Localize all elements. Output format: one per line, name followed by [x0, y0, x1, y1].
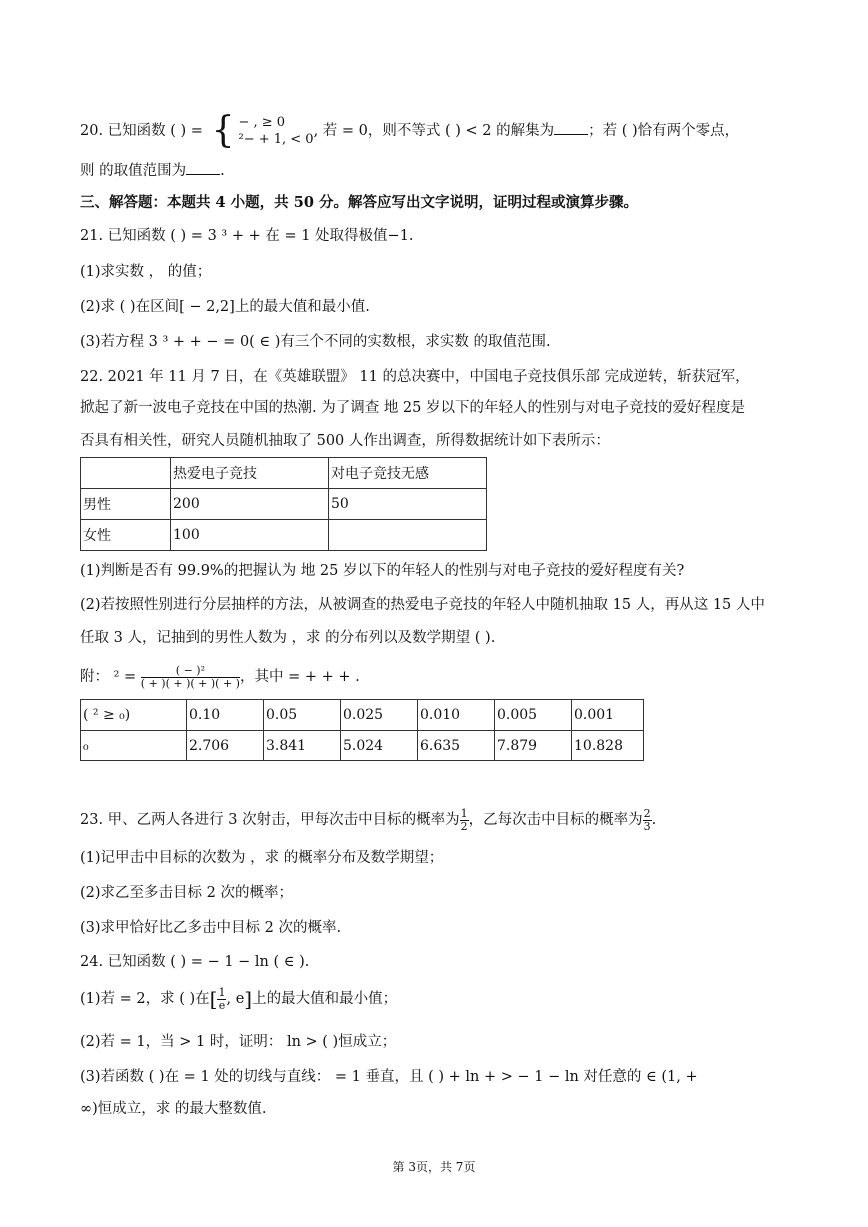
- q22-part2b: 任取 3 人，记抽到的男性人数为 ，求 的分布列以及数学期望 ( ).: [80, 630, 496, 646]
- q20-mid: , 若 = 0，则不等式 ( ) < 2 的解集为: [313, 123, 555, 139]
- table-cell: 2.706: [187, 731, 264, 761]
- q20-prefix: 20. 已知函数 ( ) =: [80, 123, 208, 139]
- frac-denominator: 3: [643, 819, 651, 833]
- q22-line2: 掀起了新一波电子竞技在中国的热潮. 为了调查 地 25 岁以下的年轻人的性别与对电子竞技的爱好程度是: [80, 400, 745, 416]
- table-header-cell: 对电子竞技无感: [329, 458, 487, 489]
- interval-tail: , e: [226, 991, 245, 1007]
- right-bracket-symbol: ]: [244, 987, 253, 1011]
- table-cell: 5.024: [341, 731, 418, 761]
- appendix-suffix: ，其中 = + + + .: [239, 669, 360, 685]
- table-cell: 200: [171, 489, 329, 520]
- formula-denominator: ( + )( + )( + )( + ): [140, 676, 240, 690]
- q20-mid2: ；若 ( )恰有两个零点，: [588, 123, 740, 139]
- q20-piecewise: [238, 114, 313, 148]
- table-header-row: [81, 458, 487, 489]
- q24-part1-a: (1)若 = 2，求 ( )在: [80, 991, 210, 1007]
- q24-part1: [80, 984, 397, 1014]
- table-row: [81, 520, 487, 551]
- q20-line2-suffix: .: [220, 163, 225, 179]
- q24-part2: (2)若 = 1，当 > 1 时，证明： ln > ( )恒成立；: [80, 1034, 397, 1050]
- fraction-two-thirds: [643, 808, 652, 833]
- table-cell: 男性: [81, 489, 171, 520]
- q23-stem-b: ，乙每次击中目标的概率为: [468, 812, 643, 828]
- q20-line2: [80, 160, 225, 181]
- q21-part3: (3)若方程 3 ³ + + − = 0( ∈ )有三个不同的实数根，求实数 的取值范围.: [80, 334, 551, 350]
- table-row: [81, 489, 487, 520]
- frac-numerator: 1: [460, 806, 468, 820]
- page-footer: 第 3页，共 7页: [392, 1160, 476, 1174]
- table-cell: ₀: [81, 731, 187, 761]
- chi-square-formula: [141, 665, 240, 690]
- table-header-cell: 热爱电子竞技: [171, 458, 329, 489]
- table-cell: 女性: [81, 520, 171, 551]
- frac-numerator: 1: [218, 985, 226, 999]
- q22-line3: 否具有相关性，研究人员随机抽取了 500 人作出调查，所得数据统计如下表所示：: [80, 433, 610, 449]
- q23-part2: (2)求乙至多击目标 2 次的概率；: [80, 885, 293, 901]
- q22-line1: 22. 2021 年 11 月 7 日，在《英雄联盟》 11 的总决赛中，中国电子竞技俱乐部 完成逆转，斩获冠军，: [80, 369, 750, 385]
- table-header-cell: [81, 458, 171, 489]
- left-bracket-symbol: [: [209, 987, 218, 1011]
- table-cell: 0.005: [495, 700, 572, 731]
- survey-table: [80, 457, 487, 551]
- q23-stem-a: 23. 甲、乙两人各进行 3 次射击，甲每次击中目标的概率为: [80, 812, 460, 828]
- q24-part1-b: 上的最大值和最小值；: [252, 991, 398, 1007]
- table-cell: 50: [329, 489, 487, 520]
- q23-stem: [80, 806, 656, 834]
- table-cell: 0.010: [418, 700, 495, 731]
- q23-part3: (3)求甲恰好比乙多击中目标 2 次的概率.: [80, 920, 342, 936]
- appendix-prefix: 附： ² =: [80, 669, 141, 685]
- table-row: [81, 731, 644, 761]
- table-cell: 3.841: [264, 731, 341, 761]
- fraction-one-half: [460, 808, 469, 833]
- table-cell: 7.879: [495, 731, 572, 761]
- q22-part2a: (2)若按照性别进行分层抽样的方法，从被调查的热爱电子竞技的年轻人中随机抽取 15 人，再从这 15 人中: [80, 597, 765, 613]
- formula-numerator: ( − )²: [141, 665, 240, 678]
- table-cell: 0.001: [572, 700, 644, 731]
- table-cell: 0.10: [187, 700, 264, 731]
- brace-symbol: {: [211, 110, 235, 151]
- table-row: [81, 700, 644, 731]
- table-cell: 100: [171, 520, 329, 551]
- q20-line2-prefix: 则 的取值范围为: [80, 163, 187, 179]
- frac-denominator: 2: [460, 819, 468, 833]
- q21-stem: 21. 已知函数 ( ) = 3 ³ + + 在 = 1 处取得极值−1.: [80, 228, 414, 244]
- table-cell: ( ² ≥ ₀): [81, 700, 187, 731]
- q24-part3b: ∞)恒成立，求 的最大整数值.: [80, 1101, 267, 1117]
- q21-part1: (1)求实数 ， 的值；: [80, 264, 212, 280]
- frac-denominator: e: [218, 998, 226, 1012]
- critical-value-table: [80, 699, 644, 761]
- q24-stem: 24. 已知函数 ( ) = − 1 − ln ( ∈ ).: [80, 954, 310, 970]
- q22-part1: (1)判断是否有 99.9%的把握认为 地 25 岁以下的年轻人的性别与对电子竞技的爱好程度有关?: [80, 563, 685, 579]
- q20-blank2: [186, 160, 220, 175]
- q20-line1: [80, 110, 740, 151]
- q20-blank1: [554, 120, 588, 135]
- table-cell: 10.828: [572, 731, 644, 761]
- table-cell: [329, 520, 487, 551]
- q21-part2: (2)求 ( )在区间[ − 2,2]上的最大值和最小值.: [80, 299, 370, 315]
- q23-part1: (1)记甲击中目标的次数为 ，求 的概率分布及数学期望；: [80, 850, 444, 866]
- section-title: 三、解答题：本题共 4 小题，共 50 分。解答应写出文字说明，证明过程或演算步骤。: [80, 194, 638, 211]
- q20-case2: ²− + 1, < 0: [238, 132, 314, 147]
- q20-case1: − , ≥ 0: [238, 115, 286, 130]
- table-cell: 6.635: [418, 731, 495, 761]
- table-cell: 0.05: [264, 700, 341, 731]
- q24-part3a: (3)若函数 ( )在 = 1 处的切线与直线： = 1 垂直，且 ( ) + ln + > − 1 − ln 对任意的 ∈ (1, +: [80, 1069, 698, 1085]
- q23-stem-c: .: [651, 812, 657, 828]
- table-cell: 0.025: [341, 700, 418, 731]
- frac-numerator: 2: [643, 806, 651, 820]
- q22-appendix: [80, 664, 360, 690]
